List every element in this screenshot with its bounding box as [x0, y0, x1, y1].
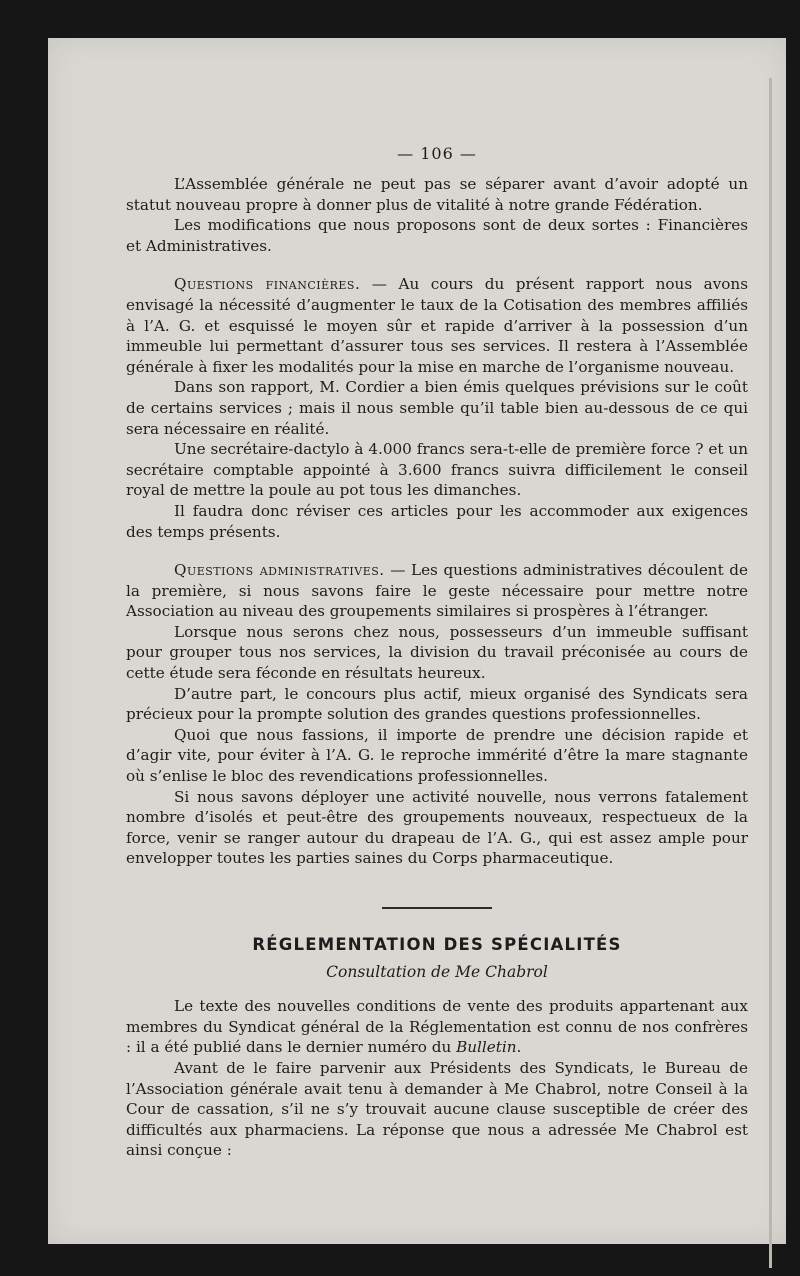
page-number: — 106 — — [397, 144, 477, 163]
financial-questions-text: — Au cours du présent rapport nous avons envisagé la nécessité d’augmenter le taux de la Cotisation des membres affiliés à l’A. G. et esquissé le moyen sûr et rapide d’arriver à la possession d’un immeuble lui permettant d’assurer tous ses services. Il restera à l’Assemblée générale à fixer les modalités pour la mise en marche de l’organisme nouveau. — [126, 275, 748, 376]
administrative-questions-paragraph — [126, 560, 748, 622]
section-divider — [382, 907, 492, 909]
page-content — [126, 134, 748, 1161]
intro-paragraph-1: L’Assemblée générale ne peut pas se séparer avant d’avoir adopté un statut nouveau propre à donner plus de vitalité à notre grande Fédération. — [126, 175, 748, 214]
financial-paragraph-1: Dans son rapport, M. Cordier a bien émis quelques prévisions sur le coût de certains services ; mais il nous semble qu’il table bien au-dessous de ce qui sera nécessaire en réalité. — [126, 378, 748, 438]
section-paragraph-1 — [126, 996, 748, 1058]
page-edge — [769, 78, 772, 1268]
bulletin-title: Bulletin — [456, 1038, 517, 1057]
section-paragraph-1-text: Le texte des nouvelles conditions de vente des produits appartenant aux membres du Syndicat général de la Réglementation est connu de nos confrères : il a été publié dans le dernier numéro du — [126, 997, 748, 1057]
section-title: RÉGLEMENTATION DES SPÉCIALITÉS — [252, 935, 622, 954]
intro-paragraph-2: Les modifications que nous proposons sont de deux sortes : Financières et Administratives. — [126, 216, 748, 255]
administrative-questions-label: Questions administratives. — [174, 561, 385, 580]
financial-questions-paragraph — [126, 274, 748, 377]
financial-paragraph-2: Une secrétaire-dactylo à 4.000 francs sera-t-elle de première force ? et un secrétaire comptable appointé à 3.600 francs suivra difficilement le conseil royal de mettre la poule au pot tous les dimanches. — [126, 440, 748, 500]
administrative-paragraph-2: D’autre part, le concours plus actif, mieux organisé des Syndicats sera précieux pour la prompte solution des grandes questions professionnelles. — [126, 684, 748, 724]
section-subtitle: Consultation de Me Chabrol — [326, 962, 548, 981]
administrative-paragraph-1: Lorsque nous serons chez nous, possesseurs d’un immeuble suffisant pour grouper tous nos services, la division du travail préconisée au cours de cette étude sera féconde en résultats heureux. — [126, 622, 748, 683]
section-paragraph-2: Avant de le faire parvenir aux Présidents des Syndicats, le Bureau de l’Association générale avait tenu à demander à Me Chabrol, notre Conseil à la Cour de cassation, s’il ne s’y trouvait aucune clause susceptible de créer des difficultés aux pharmaciens. La réponse que nous a adressée Me Chabrol est ainsi conçue : — [126, 1058, 748, 1160]
financial-questions-label: Questions financières. — [174, 275, 361, 294]
section-paragraph-1-end: . — [516, 1038, 522, 1057]
financial-paragraph-3: Il faudra donc réviser ces articles pour les accommoder aux exigences des temps présents. — [126, 501, 748, 541]
administrative-questions-text: — Les questions administratives découlent de la première, si nous savons faire le geste nécessaire pour mettre notre Association au niveau des groupements similaires si prospères à l’étranger. — [126, 561, 748, 621]
administrative-paragraph-3: Quoi que nous fassions, il importe de prendre une décision rapide et d’agir vite, pour éviter à l’A. G. le reproche immérité d’être la mare stagnante où s’enlise le bloc des revendications professionnelles. — [126, 725, 748, 786]
administrative-paragraph-4: Si nous savons déployer une activité nouvelle, nous verrons fatalement nombre d’isolés et peut-être des groupements nouveaux, respectueux de la force, venir se ranger autour du drapeau de l’A. G., qui est assez ample pour envelopper toutes les parties saines du Corps pharmaceutique. — [126, 787, 748, 868]
